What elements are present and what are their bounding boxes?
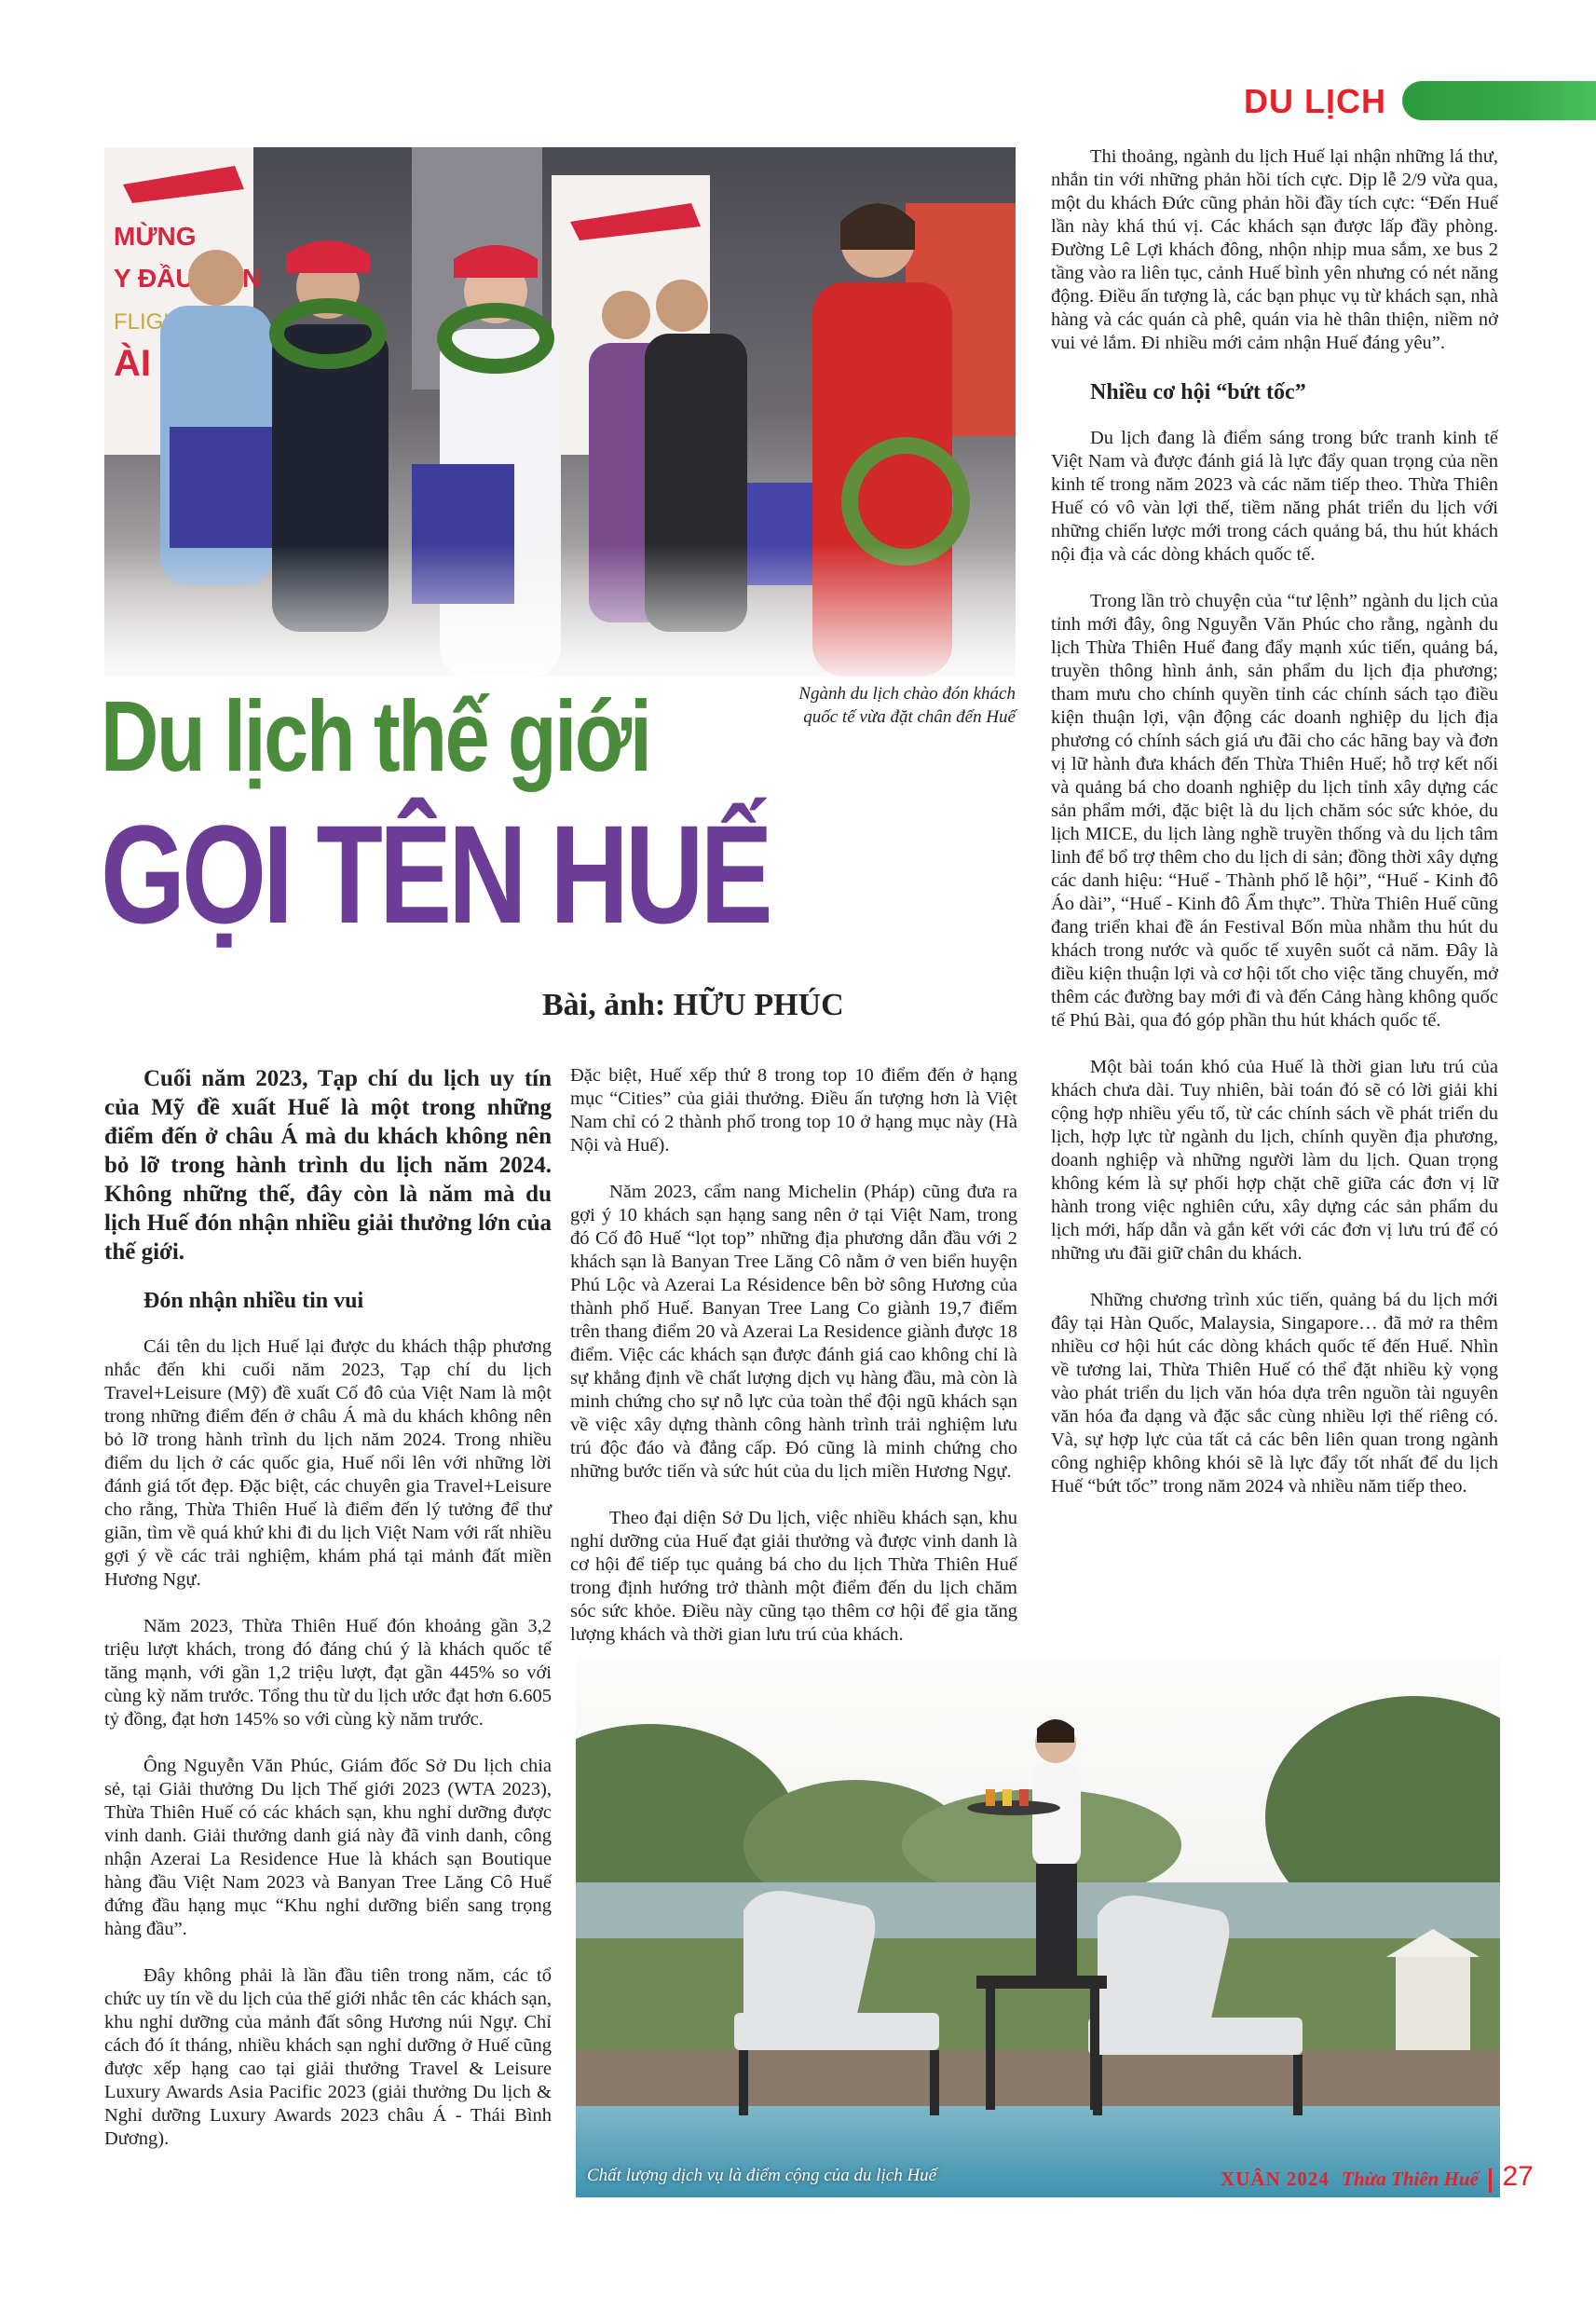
top-caption-line-1: Ngành du lịch chào đón khách	[798, 684, 1016, 704]
column-2	[570, 1064, 1017, 1670]
col3-paragraph: Du lịch đang là điểm sáng trong bức tranh kinh tế Việt Nam và được đánh giá là lực đẩy quan trọng của nền kinh tế trong năm 2023 và các năm tiếp theo. Thừa Thiên Huế có vô vàn lợi thế, tiềm năng phát triển du lịch với những chiến lược mới trong cách quảng bá, thu hút khách nội địa và các dòng khách quốc tế.	[1051, 428, 1498, 565]
section-label: DU LỊCH	[1244, 82, 1386, 120]
issue-label: XUÂN 2024	[1221, 2168, 1330, 2190]
top-photo	[104, 147, 1016, 677]
bottom-photo	[576, 1659, 1500, 2197]
top-photo-caption	[652, 682, 1016, 729]
col1-paragraph: Cái tên du lịch Huế lại được du khách thập phương nhắc đến khi cuối năm 2023, Tạp chí du lịch Travel+Leisure (Mỹ) đề xuất Cố đô của Việt Nam là một trong những điểm đến ở châu Á mà du khách không nên bỏ lỡ trong hành trình du lịch năm 2024. Trong nhiều điểm du lịch ở các quốc gia, Huế nổi lên với những lời đánh giá tốt đẹp. Đặc biệt, các chuyên gia Travel+Leisure cho rằng, Thừa Thiên Huế là điểm đến lý tưởng để thư giãn, tìm về quá khứ khi đi du lịch Việt Nam với rất nhiều gợi ý về các trải nghiệm, khám phá tại mảnh đất miền Hương Ngự.	[104, 1336, 552, 1590]
col1-paragraph: Năm 2023, Thừa Thiên Huế đón khoảng gần 3,2 triệu lượt khách, trong đó đáng chú ý là khách quốc tế tăng mạnh, với gần 1,2 triệu lượt, đạt gần 445% so với cùng kỳ năm trước. Tổng thu từ du lịch ước đạt hơn 6.605 tỷ đồng, đạt hơn 145% so với cùng kỳ năm trước.	[104, 1616, 552, 1730]
page-number: 27	[1502, 2161, 1534, 2192]
column-1	[104, 1064, 552, 2174]
subhead-2: Nhiều cơ hội “bứt tốc”	[1090, 380, 1306, 404]
col2-paragraph: Năm 2023, cẩm nang Michelin (Pháp) cũng đưa ra gợi ý 10 khách sạn hạng sang nên ở tại Việt Nam, trong đó Cố đô Huế “lọt top” những địa phương dẫn đầu với 2 khách sạn là Banyan Tree Lăng Cô nằm ở ven biển huyện Phú Lộc và Azerai La Résidence bên bờ sông Hương của thành phố Huế. Banyan Tree Lang Co giành 19,7 điểm trên thang điểm 20 và Azerai La Residence giành được 18 điểm. Việc các khách sạn được đánh giá cao không chỉ là sự khẳng định về chất lượng dịch vụ hàng đầu, mà còn là minh chứng cho sự nỗ lực của toàn thể đội ngũ khách sạn về việc xây dựng thành công hành trình trải nghiệm lưu trú độc đáo và đẳng cấp. Đó cũng là minh chứng cho những bước tiến và sức hút của du lịch miền Hương Ngự.	[570, 1182, 1017, 1482]
col3-paragraph: Thi thoảng, ngành du lịch Huế lại nhận những lá thư, nhắn tin với những phản hồi tích cực. Dịp lễ 2/9 vừa qua, một du khách Đức cũng phản hồi đầy tích cực: “Đến Huế lần này khá thú vị. Các khách sạn được lấp đầy phòng. Đường Lê Lợi khách đông, nhộn nhịp mua sắm, xe bus 2 tầng vào ra liên tục, cảnh Huế bình yên nhưng có nét năng động. Điều ấn tượng là, các bạn phục vụ từ khách sạn, nhà hàng và các quán cà phê, quán via hè thân thiện, niềm nở vui vẻ lắm. Đi nhiều mới cảm nhận Huế đáng yêu”.	[1051, 146, 1498, 353]
col3-paragraph: Trong lần trò chuyện của “tư lệnh” ngành du lịch của tỉnh mới đây, ông Nguyễn Văn Phúc cho rằng, ngành du lịch Thừa Thiên Huế đang đẩy mạnh xúc tiến, quảng bá, truyền thông hình ảnh, sản phẩm du lịch địa phương; tham mưu cho chính quyền tỉnh các chính sách tạo điều kiện thuận lợi, vận động các doanh nghiệp du lịch địa phương có chính sách giá ưu đãi cho các hãng bay và đơn vị lữ hành đưa khách đến Thừa Thiên Huế; hỗ trợ kết nối và quảng bá cho doanh nghiệp du lịch tỉnh xây dựng các sản phẩm mới, đặc biệt là du lịch chăm sóc sức khỏe, du lịch MICE, du lịch làng nghề truyền thống và du lịch tâm linh để bổ trợ thêm cho du lịch di sản; đồng thời xây dựng các danh hiệu: “Huế - Thành phố lễ hội”, “Huế - Kinh đô Áo dài”, “Huế - Kinh đô Ẩm thực”. Thừa Thiên Huế cũng đang triển khai đề án Festival Bốn mùa nhằm thu hút du khách trong nước và quốc tế xuyên suốt cả năm. Đây là điều kiện thuận lợi và cơ hội tốt cho việc tăng chuyến, mở thêm các đường bay mới đi và đến Cảng hàng không quốc tế Phú Bài, qua đó góp phần thu hút khách quốc tế.	[1051, 591, 1498, 1031]
col2-paragraph: Theo đại diện Sở Du lịch, việc nhiều khách sạn, khu nghỉ dưỡng của Huế đạt giải thưởng và được vinh danh là cơ hội để tiếp tục quảng bá cho du lịch Thừa Thiên Huế trong định hướng trở thành một điểm đến du lịch chăm sóc sức khỏe. Điều này cũng tạo thêm cơ hội để gia tăng lượng khách và thời gian lưu trú của khách.	[570, 1508, 1017, 1645]
footer-divider	[1489, 2168, 1492, 2193]
column-3	[1051, 145, 1498, 1522]
top-caption-line-2: quốc tế vừa đặt chân đến Huế	[803, 707, 1016, 727]
arrival-scene-illustration	[104, 147, 1016, 677]
section-accent-bar	[1402, 81, 1596, 120]
headline-line-2: GỌI TÊN HUẾ	[101, 796, 770, 952]
col1-paragraph: Đây không phải là lần đầu tiên trong năm, các tổ chức uy tín về du lịch của thế giới nhắc tên các khách sạn, khu nghỉ dưỡng của mảnh đất sông Hương núi Ngự. Chỉ cách đó ít tháng, nhiều khách sạn nghỉ dưỡng ở Huế cũng được xếp hạng cao tại giải thưởng Travel & Leisure Luxury Awards Asia Pacific 2023 (giải thưởng Du lịch & Nghỉ dưỡng Luxury Awards 2023 châu Á - Thái Bình Dương).	[104, 1965, 552, 2149]
subhead-1: Đón nhận nhiều tin vui	[143, 1289, 364, 1313]
col2-paragraph: Đặc biệt, Huế xếp thứ 8 trong top 10 điểm đến ở hạng mục “Cities” của giải thưởng. Điều ấn tượng hơn là Việt Nam chỉ có 2 thành phố trong top 10 ở hạng mục này (Hà Nội và Huế).	[570, 1065, 1017, 1156]
col1-paragraph: Ông Nguyễn Văn Phúc, Giám đốc Sở Du lịch chia sẻ, tại Giải thưởng Du lịch Thế giới 2023 (WTA 2023), Thừa Thiên Huế có các khách sạn, khu nghỉ dưỡng được vinh danh. Giải thưởng danh giá này đã vinh danh, công nhận Azerai La Residence Hue là khách sạn Boutique hàng đầu Việt Nam 2023 và Banyan Tree Lăng Cô Huế đứng đầu hạng mục “Khu nghỉ dưỡng biển sang trọng hàng đầu”.	[104, 1756, 552, 1939]
poolside-scene-illustration	[576, 1659, 1500, 2197]
bottom-photo-caption: Chất lượng dịch vụ là điểm cộng của du lịch Huế	[587, 2166, 937, 2185]
byline: Bài, ảnh: HỮU PHÚC	[542, 988, 844, 1022]
col3-paragraph: Một bài toán khó của Huế là thời gian lưu trú của khách chưa dài. Tuy nhiên, bài toán đó sẽ có lời giải khi cộng hợp nhiều yếu tố, từ các chính sách về phát triển du lịch, hợp lực từ ngành du lịch, chính quyền địa phương, doanh nghiệp và những người làm du lịch. Quan trọng không kém là sự phối hợp chặt chẽ giữa các đơn vị lữ hành trong việc nghiên cứu, xây dựng các sản phẩm du lịch mới, hấp dẫn và gắn kết với các đơn vị lưu trú để có những ưu đãi giữ chân du khách.	[1051, 1057, 1498, 1264]
page-footer	[1221, 2160, 1534, 2194]
col3-paragraph: Những chương trình xúc tiến, quảng bá du lịch mới đây tại Hàn Quốc, Malaysia, Singapore… đã mở ra thêm nhiều cơ hội hút các dòng khách quốc tế đến Huế. Nhìn về tương lai, Thừa Thiên Huế có thể đặt nhiều kỳ vọng vào phát triển du lịch văn hóa dựa trên nguồn tài nguyên văn hóa đa dạng và đặc sắc cùng nhiều lợi thế riêng có. Và, sự hợp lực của tất cả các bên liên quan trong ngành công nghiệp không khói sẽ là lực đẩy tốt nhất để du lịch Huế “bứt tốc” trong năm 2024 và nhiều năm tiếp theo.	[1051, 1290, 1498, 1497]
magazine-name: Thừa Thiên Huế	[1342, 2168, 1479, 2190]
lead-paragraph: Cuối năm 2023, Tạp chí du lịch uy tín của Mỹ đề xuất Huế là một trong những điểm đến ở châu Á mà du khách không nên bỏ lỡ trong hành trình du lịch năm 2024. Không những thế, đây còn là năm mà du lịch Huế đón nhận nhiều giải thưởng lớn của thế giới.	[104, 1066, 552, 1265]
headline-line-1: Du lịch thế giới	[101, 679, 650, 792]
